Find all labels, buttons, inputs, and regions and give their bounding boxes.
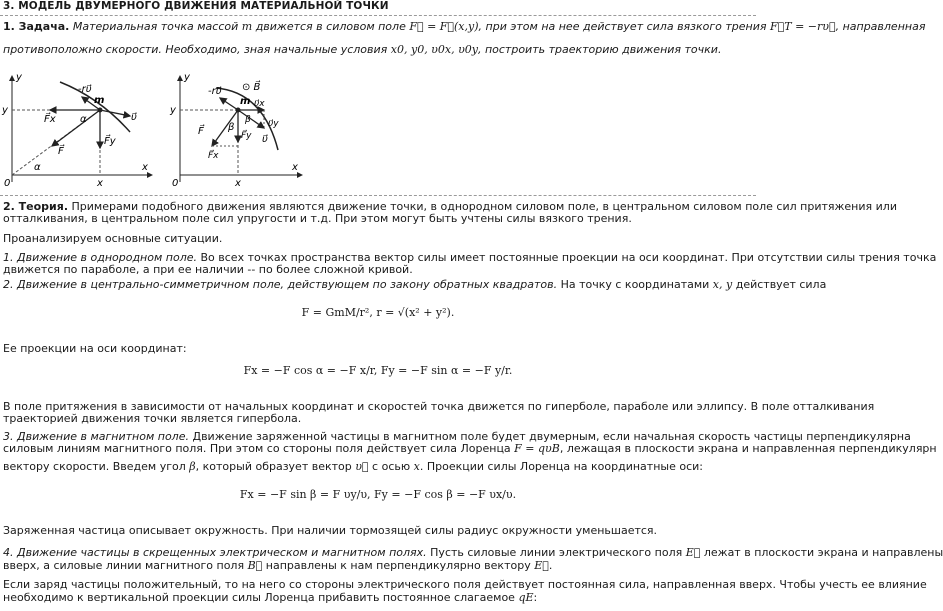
fig2-friction-arrow: [220, 98, 238, 110]
fig2-vx-label: υ⃗x: [254, 99, 265, 109]
case3-text-3d: . Проекции силы Лоренца на координатные оси:: [419, 460, 703, 473]
task-text-b: движется в силовом поле: [255, 20, 406, 33]
charge-line-2: [3, 589, 753, 606]
fig1-mass-label: m: [94, 95, 105, 106]
case4-line-2: [3, 557, 753, 574]
formula-projections: Fx = −F cos α = −F x/r, Fy = −F sin α = −F y/r.: [243, 364, 513, 377]
fig2-beta2-label: β: [245, 115, 251, 125]
case4-text-1a: Пусть силовые линии электрического поля: [430, 546, 683, 559]
fig2-mass-label: m: [240, 96, 251, 107]
charge-text-2a: необходимо к вертикальной проекции силы Лоренца прибавить постоянное слагаемое: [3, 591, 515, 604]
fig1-velocity-label: υ⃗: [131, 112, 137, 123]
case4-vector-e: E⃗: [685, 546, 701, 559]
fig1-friction-label: -rυ⃗: [78, 84, 92, 95]
formula-lorentz: Fx = −F sin β = F υy/υ, Fy = −F cos β = −F υx/υ.: [239, 488, 517, 501]
case2-heading: 2. Движение в центрально-симметричном поле, действующем по закону обратных квадратов.: [3, 278, 558, 291]
case3-line-2: [3, 440, 937, 457]
fig2-fy-label: F⃗y: [241, 131, 252, 141]
case3-heading: 3. Движение в магнитном поле.: [3, 430, 189, 443]
fig2-x-tick: x: [235, 178, 241, 189]
fig1-f-arrow: [52, 110, 100, 146]
case3-beta: β: [189, 460, 196, 473]
task-text-f: , построить траекторию движения точки.: [477, 43, 722, 56]
figures-divider: [0, 195, 756, 196]
figure-2: [168, 70, 308, 190]
circle-text: Заряженная частица описывает окружность. При наличии тормозящей силы радиус окружности уменьшается.: [3, 524, 658, 537]
fig1-alpha-base-label: α: [34, 162, 41, 173]
task-line-1: [3, 18, 926, 35]
fig2-v-label: υ⃗: [262, 134, 268, 145]
fig2-y-label: y: [184, 72, 190, 83]
case3-text-3b: , который образует вектор: [195, 460, 352, 473]
case3-text-3a: вектору скорости. Введем угол: [3, 460, 186, 473]
fig1-x-label: x: [142, 162, 148, 173]
fig1-velocity-arrow: [100, 110, 130, 116]
task-mass: m: [241, 20, 253, 33]
case2-coords: x, y: [712, 278, 733, 291]
fig2-origin: 0: [172, 178, 179, 189]
fig1-alpha-label: α: [80, 114, 87, 125]
task-text-a: Материальная точка массой: [72, 20, 239, 33]
task-text-e: противоположно скорости. Необходимо, зная начальные условия: [3, 43, 388, 56]
case3-text-3c: с осью: [372, 460, 411, 473]
theory-line-2: отталкивания, в центральном поле сил упругости и т.д. При этом могут быть учтены силы вязкого трения.: [3, 212, 632, 225]
projections-label: Ее проекции на оси координат:: [3, 342, 187, 355]
analysis-intro: Проанализируем основные ситуации.: [3, 232, 223, 245]
fig2-friction-label: -rυ⃗: [208, 86, 222, 97]
attraction-line-2: траекторией движения точки является гипербола.: [3, 412, 302, 425]
task-line-2: [3, 41, 753, 58]
fig2-v-arrow: [238, 110, 264, 128]
case3-text-2b: , лежащая в плоскости экрана и направленная перпендикулярн: [559, 442, 937, 455]
theory-label: 2. Теория.: [3, 200, 69, 213]
case1-text-1: Во всех точках пространства вектор силы имеет постоянные проекции на оси координат. При отсутствии силы трения точка: [200, 251, 937, 264]
fig1-fx-label: F⃗x: [44, 114, 56, 125]
charge-term: qE: [518, 591, 534, 604]
case4-vector-b: B⃗: [247, 559, 263, 572]
case2-text-b: действует сила: [735, 278, 827, 291]
case3-vector-v: υ⃗: [355, 460, 369, 473]
case4-text-2b: направлены к нам перпендикулярно вектору: [265, 559, 531, 572]
fig1-y-label: y: [16, 72, 22, 83]
case1-line-2: движется по параболе, а при ее наличии -- по более сложной кривой.: [3, 263, 413, 276]
fig2-vy-label: υ⃗y: [268, 119, 279, 129]
task-text-c: , при этом на нее действует сила вязкого трения: [478, 20, 767, 33]
case3-axis-x: x: [413, 460, 420, 473]
figure-1: [0, 70, 160, 190]
page-title: 3. МОДЕЛЬ ДВУМЕРНОГО ДВИЖЕНИЯ МАТЕРИАЛЬНОЙ ТОЧКИ: [3, 0, 389, 12]
fig2-fx-label: F⃗x: [208, 151, 219, 161]
case1-heading: 1. Движение в однородном поле.: [3, 251, 197, 264]
formula-gravity: F = GmM/r², r = √(x² + y²).: [301, 306, 455, 319]
fig2-f-label: F⃗: [198, 126, 204, 137]
task-field: F⃗ = F⃗(x,y): [409, 20, 479, 33]
fig2-y-tick: y: [170, 105, 176, 116]
title-divider: [0, 15, 756, 16]
fig1-fy-label: F⃗y: [104, 136, 116, 147]
case4-text-2a: вверх, а силовые линии магнитного поля: [3, 559, 245, 572]
case4-text-2c: .: [548, 559, 553, 572]
task-label: 1. Задача.: [3, 20, 70, 33]
theory-text-1: Примерами подобного движения являются движение точки, в однородном силовом поле, в центральном силовом поле сил притяжения или: [71, 200, 897, 213]
task-text-d: , направленная: [835, 20, 926, 33]
fig2-x-label: x: [292, 162, 298, 173]
case3-text-2a: силовым линиям магнитного поля. При этом со стороны поля действует сила Лоренца: [3, 442, 511, 455]
fig1-origin: 0: [4, 178, 11, 189]
case3-lorentz: F = qυB: [514, 442, 560, 455]
case4-heading: 4. Движение частицы в скрещенных электрическом и магнитном полях.: [3, 546, 427, 559]
case3-text-1: Движение заряженной частицы в магнитном поле будет двумерным, если начальная скорость частицы перпендикулярна: [192, 430, 911, 443]
fig2-bfield-label: ⊙ B⃗: [242, 82, 261, 93]
case2-line-1: [3, 276, 827, 293]
charge-text-2b: :: [533, 591, 538, 604]
case4-vector-e2: E⃗: [534, 559, 549, 572]
fig1-point: [98, 108, 103, 113]
attraction-line-1: В поле притяжения в зависимости от начальных координат и скоростей точка движется по гиперболе, параболе или эллипсу. В поле отталкивания: [3, 400, 875, 413]
fig2-beta-label: β: [228, 122, 235, 133]
case4-text-1b: лежат в плоскости экрана и направлены: [703, 546, 943, 559]
fig2-point: [236, 108, 241, 113]
fig1-y-tick: y: [2, 105, 8, 116]
case3-line-3: [3, 458, 753, 475]
fig1-x-tick: x: [97, 178, 103, 189]
charge-line-1: Если заряд частицы положительный, то на него со стороны электрического поля действует постоянная сила, направленная вверх. Чтобы учесть ее влияние: [3, 578, 927, 591]
task-friction: F⃗T = −rυ⃗: [770, 20, 836, 33]
fig1-f-label: F⃗: [58, 146, 64, 157]
case2-text-a: На точку с координатами: [560, 278, 710, 291]
task-conditions: x0, y0, υ0x, υ0y: [390, 43, 478, 56]
